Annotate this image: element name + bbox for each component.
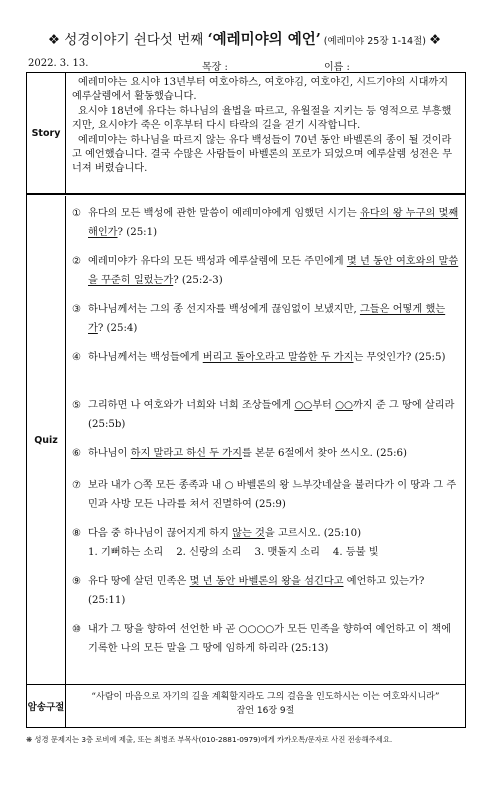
story-paragraph: 요시야 18년에 유다는 하나님의 율법을 따르고, 유월절을 지키는 등 영적으로 부흥했지만, 요시야가 죽은 이후부터 다시 타락의 길을 걷기 시작합니다. bbox=[72, 105, 452, 132]
worksheet-date: 2022. 3. 13. bbox=[28, 58, 89, 69]
pastor-label: 목장 : bbox=[202, 62, 228, 73]
story-label: Story bbox=[27, 73, 66, 193]
diamond-left-icon: ❖ bbox=[47, 32, 60, 48]
quiz-label: Quiz bbox=[27, 196, 66, 684]
memory-verse-section bbox=[27, 685, 465, 727]
submission-footnote: ❋ 성경 문제지는 3층 로비에 제출, 또는 최병조 부목사(010-2881-0979)에게 카카오톡/문자로 사진 전송해주세요. bbox=[26, 735, 393, 744]
story-title: ‘예레미야의 예언’ bbox=[207, 31, 321, 48]
name-label: 이름 : bbox=[324, 62, 350, 73]
quiz-item-6: ⑥ 하나님이 하지 말라고 하신 두 가지를 본문 6절에서 찾아 쓰시오. (25:6) bbox=[72, 444, 460, 463]
quiz-item-10: ⑩ 내가 그 땅을 향하여 선언한 바 곧 ○○○○가 모든 민족을 향하여 예언하고 이 책에 기록한 나의 모든 말을 그 땅에 임하게 하리라 (25:13) bbox=[72, 620, 460, 658]
story-paragraph: 예레미야는 요시야 13년부터 여호아하스, 여호야김, 여호야긴, 시드기야의 시대까지 예루살렘에서 활동했습니다. bbox=[72, 77, 449, 103]
worksheet-title bbox=[0, 28, 489, 49]
memory-verse-reference: 잠언 16장 9절 bbox=[236, 706, 295, 716]
quiz-number: ⑧ bbox=[72, 528, 82, 539]
meta-row bbox=[26, 58, 466, 72]
quiz-number: ⑩ bbox=[72, 624, 82, 635]
story-text bbox=[66, 73, 465, 177]
quiz-number: ② bbox=[72, 256, 82, 267]
quiz-number: ⑨ bbox=[72, 576, 82, 587]
worksheet-table bbox=[26, 72, 466, 728]
quiz-item-3: ③ 하나님께서는 그의 종 선지자를 백성에게 끊임없이 보냈지만, 그들은 어떻게 했는가? (25:4) bbox=[72, 300, 460, 338]
memory-verse-text: “사람이 마음으로 자기의 길을 계획할지라도 그의 걸음을 인도하시는 이는 여호와시니라” bbox=[91, 692, 440, 702]
title-prefix: 성경이야기 쉰다섯 번째 bbox=[60, 32, 208, 48]
quiz-section bbox=[27, 196, 465, 685]
quiz-number: ① bbox=[72, 208, 82, 219]
quiz-number: ⑥ bbox=[72, 448, 82, 459]
quiz-item-1: ① 유다의 모든 백성에 관한 말씀이 예레미야에게 임했던 시기는 유다의 왕 누구의 몇째 해인가? (25:1) bbox=[72, 204, 460, 242]
story-paragraph: 예레미야는 하나님을 따르지 않는 유다 백성들이 70년 동안 바벨론의 종이 될 것이라고 예언했습니다. 결국 수많은 사람들이 바벨론의 포로가 되었으며 예루살렘 성전은 무너져 버렸습니다. bbox=[72, 134, 453, 175]
quiz-item-5: ⑤ 그리하면 나 여호와가 너희와 너희 조상들에게 ○○부터 ○○까지 준 그 땅에 살리라 (25:5b) bbox=[72, 396, 460, 434]
diamond-right-icon: ❖ bbox=[428, 32, 442, 48]
scripture-reference: (예레미야 25장 1-14절) bbox=[320, 36, 429, 47]
quiz-item-4: ④ 하나님께서는 백성들에게 버리고 돌아오라고 말씀한 두 가지는 무엇인가? (25:5) bbox=[72, 348, 460, 367]
quiz-item-9: ⑨ 유다 땅에 살던 민족은 몇 년 동안 바벨론의 왕을 섬긴다고 예언하고 있는가? (25:11) bbox=[72, 572, 460, 610]
story-section bbox=[27, 73, 465, 195]
quiz-item-7: ⑦ 보라 내가 ○쪽 모든 종족과 내 ○ 바벨론의 왕 느부갓네살을 불러다가 이 땅과 그 주민과 사방 모든 나라를 쳐서 진멸하여 (25:9) bbox=[72, 476, 460, 514]
quiz-item-2: ② 예레미야가 유다의 모든 백성과 예루살렘에 모든 주민에게 몇 년 동안 여호와의 말씀을 꾸준히 일렀는가? (25:2-3) bbox=[72, 252, 460, 290]
quiz-number: ⑦ bbox=[72, 480, 82, 491]
quiz-item-8: ⑧ 다음 중 하나님이 끊어지게 하지 않는 것을 고르시오. (25:10) 1. 기뻐하는 소리 2. 신랑의 소리 3. 맷돌지 소리 4. 등불 빛 bbox=[72, 524, 460, 562]
quiz-number: ③ bbox=[72, 304, 82, 315]
quiz-number: ⑤ bbox=[72, 400, 82, 411]
memory-verse-label: 암송구절 bbox=[27, 685, 66, 727]
quiz-number: ④ bbox=[72, 352, 82, 363]
quiz-options: 1. 기뻐하는 소리 2. 신랑의 소리 3. 맷돌지 소리 4. 등불 빛 bbox=[88, 547, 379, 558]
